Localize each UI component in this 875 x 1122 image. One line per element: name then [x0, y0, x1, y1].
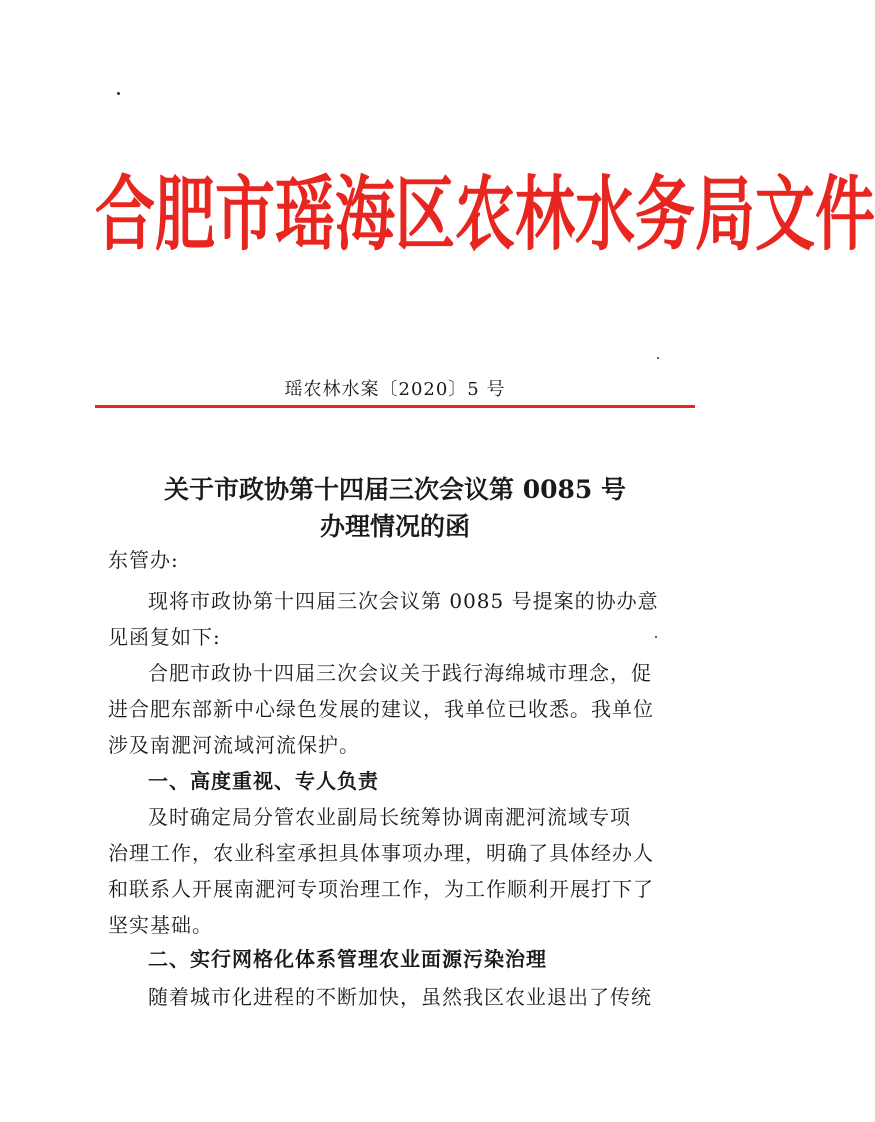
paragraph-line: 及时确定局分管农业副局长统筹协调南淝河流域专项	[148, 805, 631, 829]
salutation: 东管办:	[108, 548, 179, 572]
paragraph-line: 随着城市化进程的不断加快，虽然我区农业退出了传统	[148, 985, 652, 1009]
paragraph-line: 涉及南淝河流域河流保护。	[108, 733, 360, 757]
paragraph-line: 和联系人开展南淝河专项治理工作，为工作顺利开展打下了	[108, 877, 654, 901]
document-number: 瑶农林水案〔2020〕5 号	[284, 379, 506, 400]
paragraph-line: 合肥市政协十四届三次会议关于践行海绵城市理念，促	[148, 661, 652, 685]
paragraph-line: 见函复如下:	[108, 625, 221, 649]
section-heading-2: 二、实行网格化体系管理农业面源污染治理	[148, 947, 547, 971]
document-title-line-1: 关于市政协第十四届三次会议第 0085 号	[164, 475, 626, 504]
paragraph-line: 现将市政协第十四届三次会议第 0085 号提案的协办意	[148, 589, 659, 613]
document-title-line-2: 办理情况的函	[319, 512, 470, 541]
paragraph-line: 治理工作，农业科室承担具体事项办理，明确了具体经办人	[108, 841, 654, 865]
paragraph-line: 坚实基础。	[108, 913, 213, 937]
section-heading-1: 一、高度重视、专人负责	[148, 769, 379, 793]
paragraph-line: 进合肥东部新中心绿色发展的建议，我单位已收悉。我单位	[108, 697, 654, 721]
scan-speck	[657, 357, 659, 359]
document-masthead: 合肥市瑶海区农林水务局文件	[95, 168, 875, 263]
red-divider-line	[95, 405, 695, 408]
scan-speck	[117, 92, 120, 95]
